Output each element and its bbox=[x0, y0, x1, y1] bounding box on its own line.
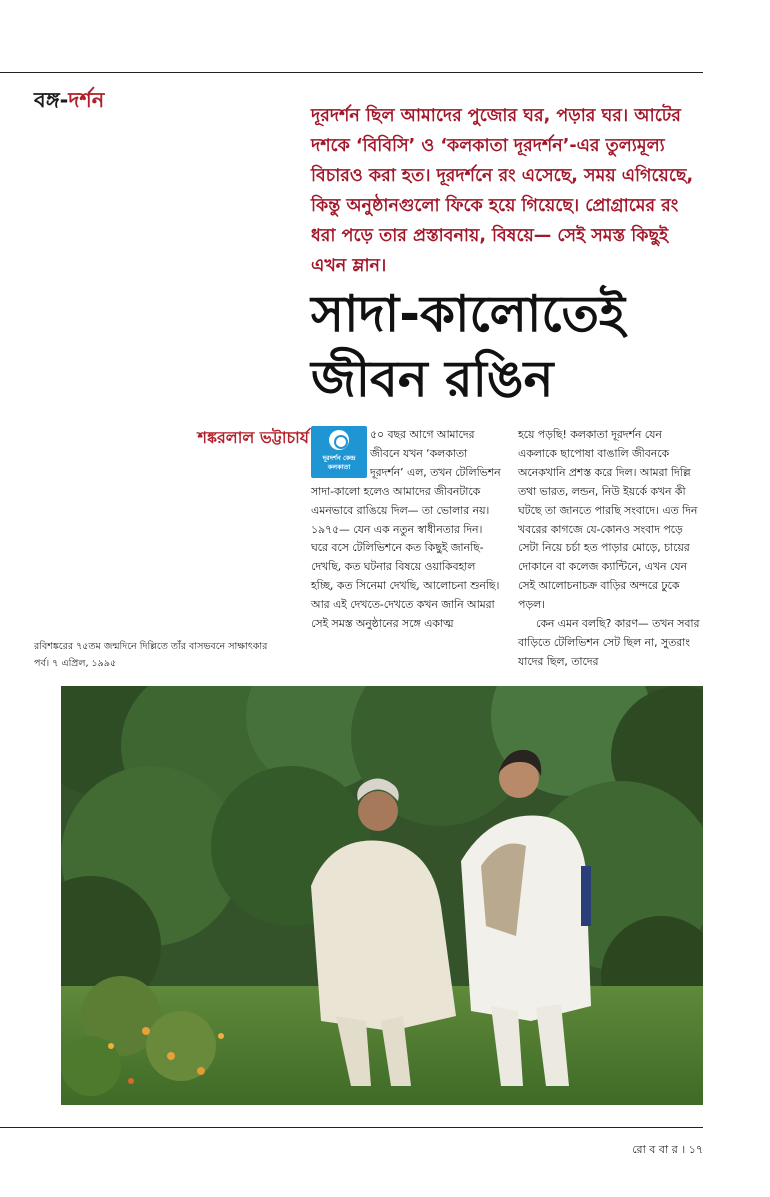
body-column-2 bbox=[518, 426, 703, 672]
top-rule bbox=[0, 72, 703, 73]
photo-caption: রবিশঙ্করের ৭৫তম জন্মদিনে দিল্লিতে তাঁর বাসভবনে সাক্ষাৎকার পর্ব। ৭ এপ্রিল, ১৯৯৫ bbox=[34, 641, 268, 669]
doordarshan-emblem-icon bbox=[329, 430, 349, 450]
section-label-part2: দর্শন bbox=[68, 88, 105, 112]
section-label-part1: বঙ্গ- bbox=[34, 88, 69, 112]
headline-line1: সাদা-কালোতেই bbox=[311, 285, 625, 343]
doordarshan-logo-icon bbox=[311, 426, 367, 478]
author-byline: শঙ্করলাল ভট্টাচার্য bbox=[197, 428, 309, 447]
garden-photo-illustration bbox=[61, 686, 703, 1105]
garden-photo bbox=[61, 686, 703, 1105]
body-column-2-paragraph-2: কেন এমন বলছি? কারণ— তখন সবার বাড়িতে টেলিভিশন সেট ছিল না, সুতরাং যাদের ছিল, তাদের bbox=[518, 617, 700, 668]
logo-text bbox=[313, 454, 365, 472]
headline-line2: জীবন রঙিন bbox=[311, 350, 554, 408]
body-column-2-paragraph-1: হয়ে পড়ছি! কলকাতা দূরদর্শন যেন একলাকে ছাপোষা বাঙালি জীবনকে অনেকখানি প্রশস্ত করে দিল। আমরা দিল্লি তথা ভারত, লন্ডন, নিউ ইয়র্কে কখন কী ঘটছে তা জানতে পারছি সংবাদে। এত দিন খবরের কাগজে যে-কোনও সংবাদ পড়ে সেটা নিয়ে চর্চা হত পাড়ার মোড়ে, চায়ের দোকানে বা কলেজ ক্যান্টিনে, এখন যেন সেই আলোচনাচক্র বাড়ির অন্দরে ঢুকে পড়ল। bbox=[518, 428, 698, 612]
page-folio: রো ব বা র । ১৭ bbox=[632, 1143, 703, 1156]
intro-standfirst: দূরদর্শন ছিল আমাদের পুজোর ঘর, পড়ার ঘর। আটের দশকে ‘বিবিসি’ ও ‘কলকাতা দূরদর্শন’-এর তুল্যমূল্য বিচারও করা হত। দূরদর্শনে রং এসেছে, সময় এগিয়েছে, কিন্তু অনুষ্ঠানগুলো ফিকে হয়ে গিয়েছে। প্রোগ্রামের রং ধরা পড়ে তার প্রস্তাবনায়, বিষয়ে— সেই সমস্ত কিছুই এখন ম্লান। bbox=[311, 106, 694, 276]
bottom-rule bbox=[0, 1127, 703, 1128]
body-column-1-text: ৫০ বছর আগে আমাদের জীবনে যখন ‘কলকাতা দূরদর্শন’ এল, তখন টেলিভিশন সাদা-কালো হলেও আমাদের জীবনটাকে এমনভাবে রাঙিয়ে দিল— তা ভোলার নয়। ১৯৭৫— যেন এক নতুন স্বাধীনতার দিন। ঘরে বসে টেলিভিশনে কত কিছুই জানছি-দেখছি, কত ঘটনার বিষয়ে ওয়াকিবহাল হচ্ছি, কত সিনেমা দেখছি, আলোচনা শুনছি। আর এই দেখতে-দেখতে কখন জানি আমরা সেই সমস্ত অনুষ্ঠানের সঙ্গে একাত্ম bbox=[311, 428, 501, 631]
logo-text-line2: কলকাতা bbox=[327, 463, 351, 471]
logo-text-line1: দূরদর্শন কেন্দ্র bbox=[322, 454, 356, 462]
section-label bbox=[34, 84, 104, 119]
headline bbox=[311, 282, 711, 412]
